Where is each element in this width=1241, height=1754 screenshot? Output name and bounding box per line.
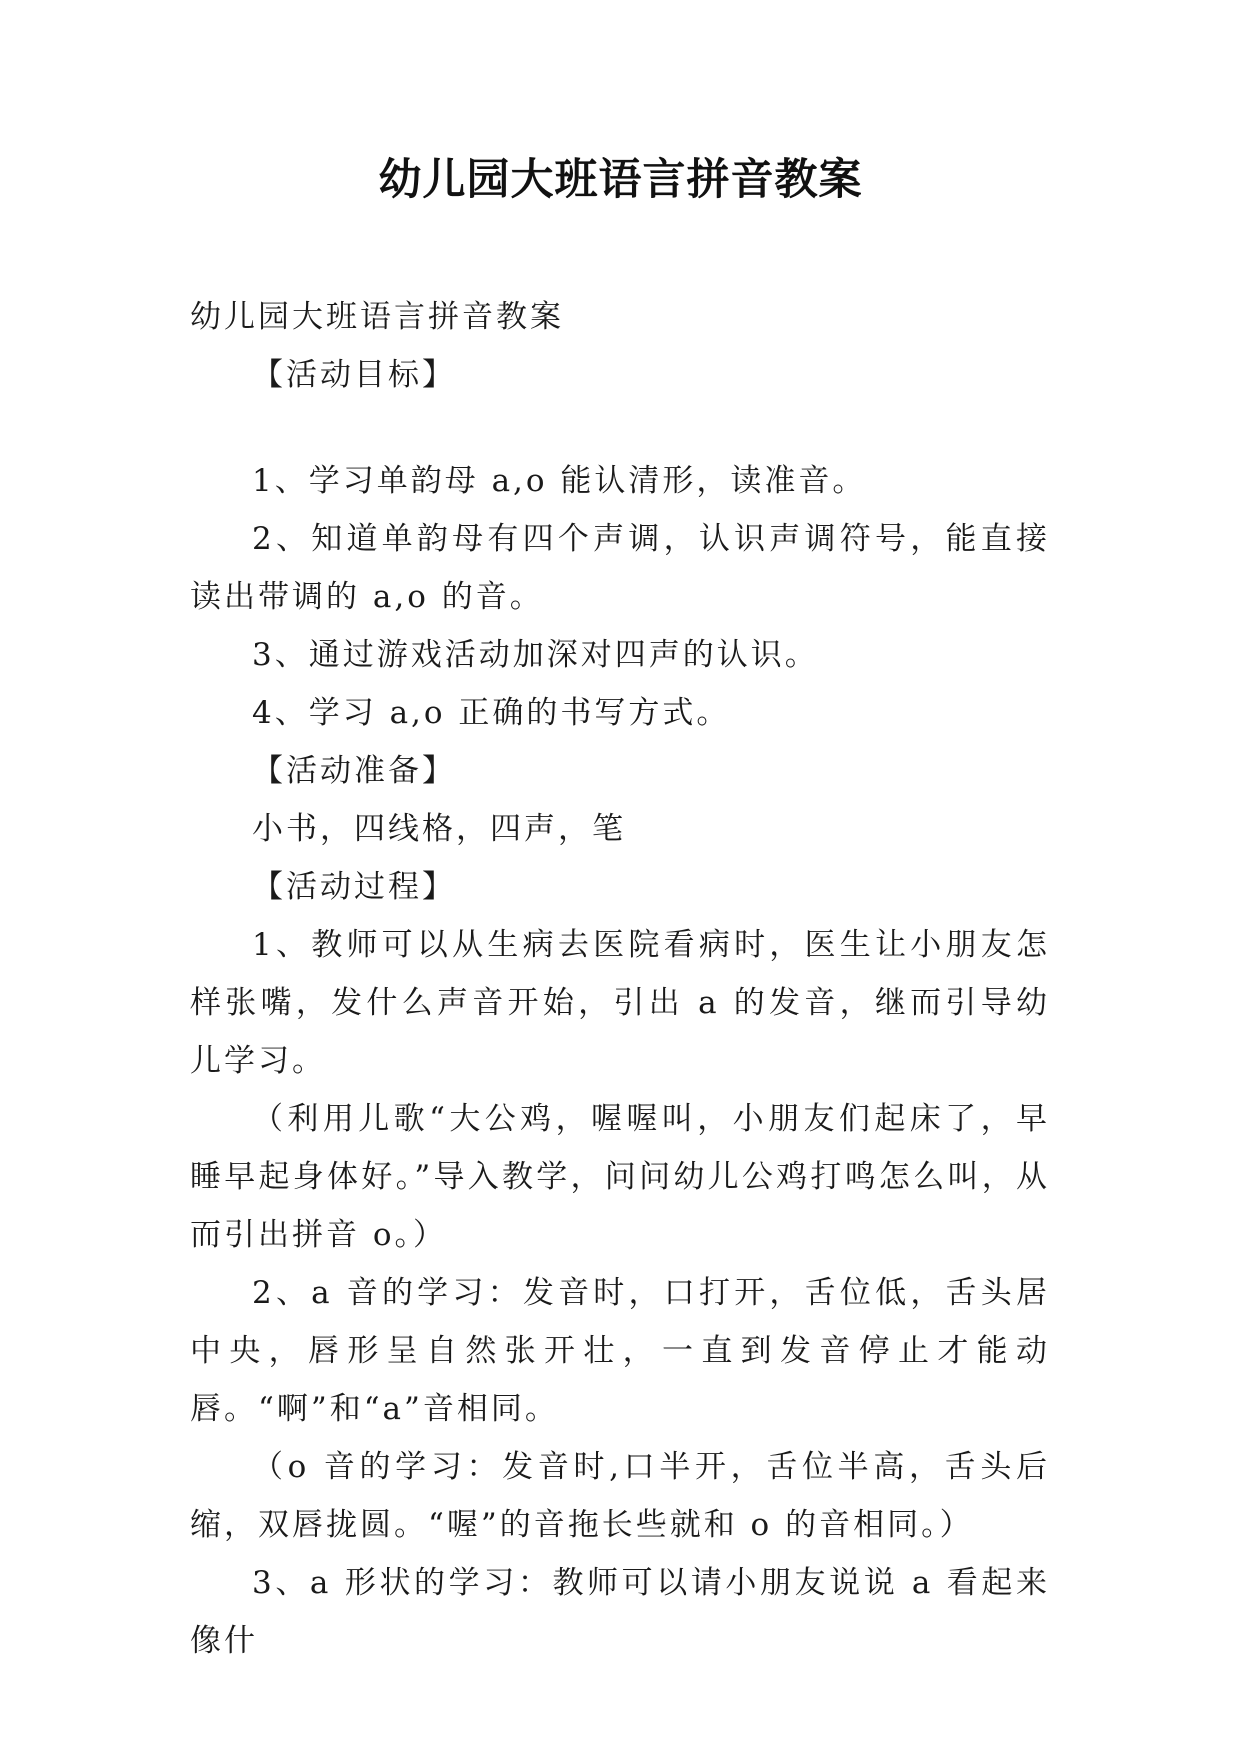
- section-heading-process: 【活动过程】: [252, 869, 456, 905]
- paragraph: （o 音的学习：发音时,口半开，舌位半高，舌头后缩，双唇拢圆。“喔”的音拖长些就和 o 的音相同。）: [190, 1449, 1050, 1543]
- blank-line: [190, 404, 1050, 452]
- paragraph-subtitle: 幼儿园大班语言拼音教案: [190, 299, 564, 335]
- section-heading-goals: 【活动目标】: [252, 357, 456, 393]
- section-heading-preparation: 【活动准备】: [252, 753, 456, 789]
- paragraph: 4、学习 a,o 正确的书写方式。: [252, 695, 731, 731]
- document-title: 幼儿园大班语言拼音教案: [378, 155, 863, 205]
- document-body: [190, 288, 1050, 1670]
- paragraph: 小书，四线格，四声，笔: [252, 811, 626, 847]
- paragraph: 2、a 音的学习：发音时，口打开，舌位低，舌头居中央，唇形呈自然张开壮，一直到发音停止才能动唇。“啊”和“a”音相同。: [190, 1275, 1050, 1427]
- paragraph: 3、通过游戏活动加深对四声的认识。: [252, 637, 819, 673]
- paragraph: （利用儿歌“大公鸡，喔喔叫，小朋友们起床了，早睡早起身体好。”导入教学，问问幼儿公鸡打鸣怎么叫，从而引出拼音 o。）: [190, 1101, 1050, 1253]
- paragraph: 2、知道单韵母有四个声调，认识声调符号，能直接读出带调的 a,o 的音。: [190, 521, 1050, 615]
- paragraph: 3、a 形状的学习：教师可以请小朋友说说 a 看起来像什: [190, 1565, 1050, 1659]
- paragraph: 1、教师可以从生病去医院看病时，医生让小朋友怎样张嘴，发什么声音开始，引出 a 的发音，继而引导幼儿学习。: [190, 927, 1050, 1079]
- paragraph: 1、学习单韵母 a,o 能认清形，读准音。: [252, 463, 867, 499]
